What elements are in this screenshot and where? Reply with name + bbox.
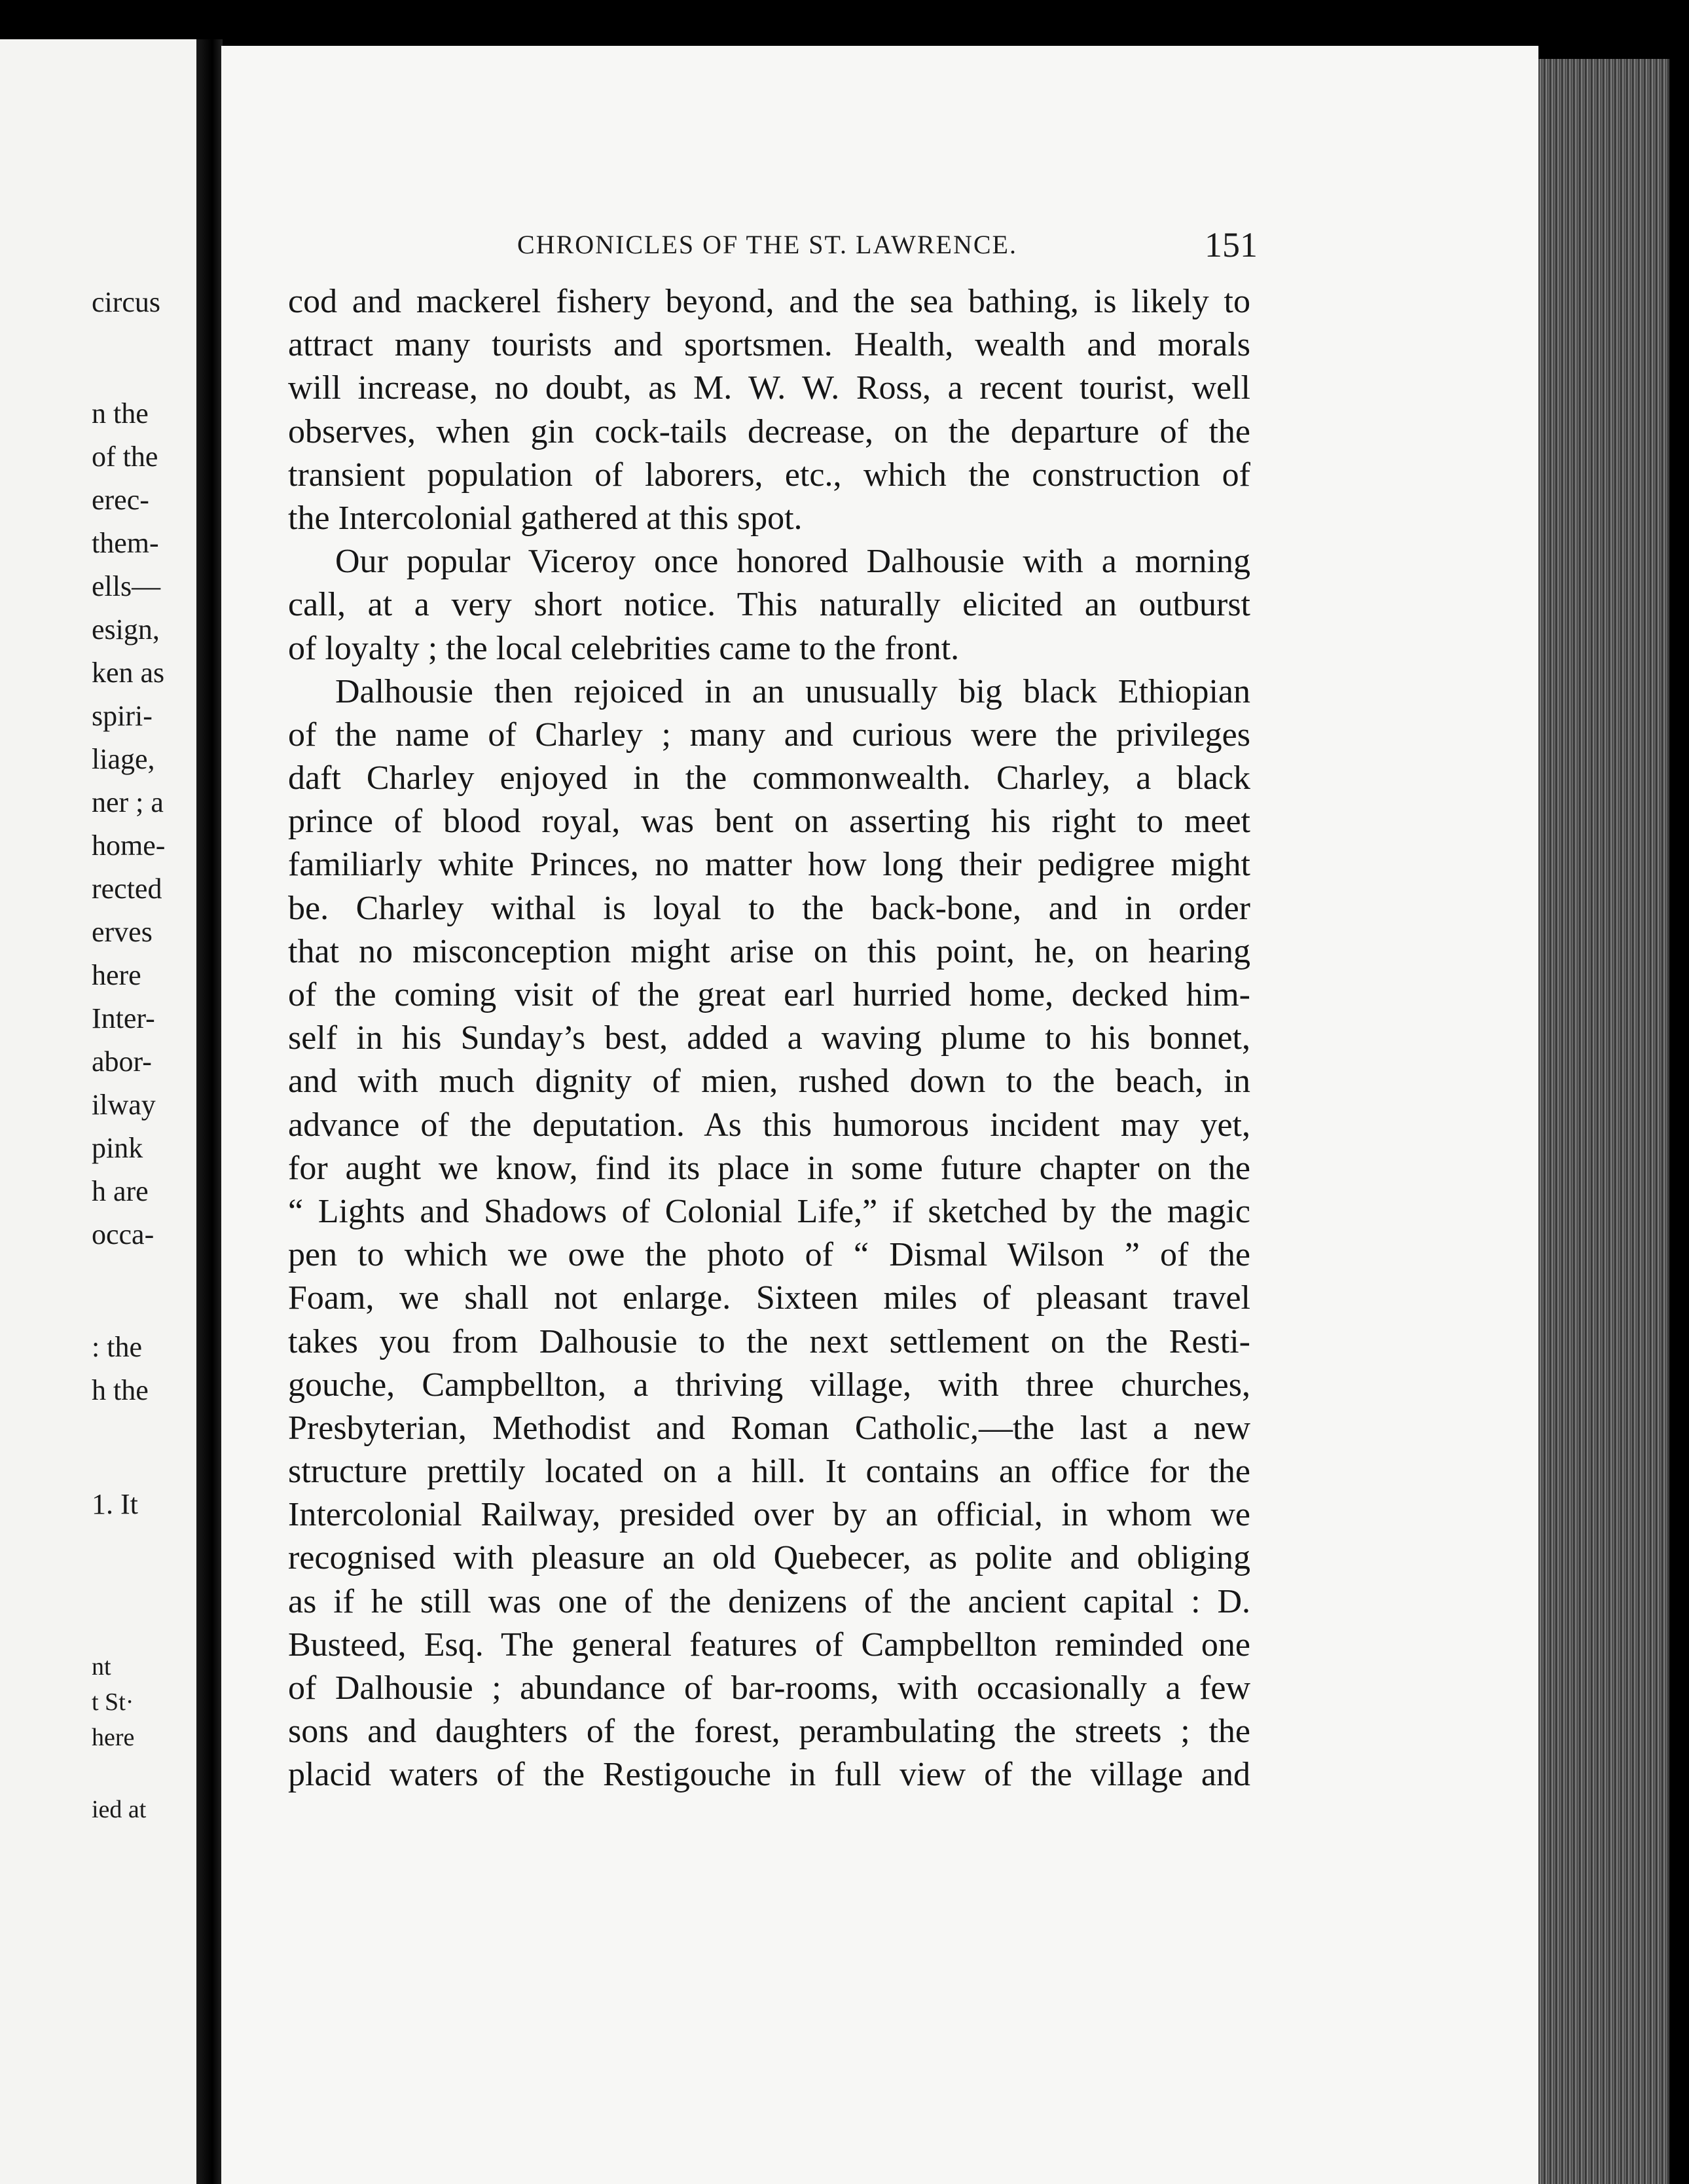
left-page-fragment: pink	[92, 1132, 143, 1164]
text-line: gouche, Campbellton, a thriving village, with three churches,	[288, 1366, 1250, 1404]
left-page-fragment: liage,	[92, 743, 155, 775]
left-page-fragment: occa-	[92, 1218, 154, 1250]
text-line: transient population of laborers, etc., which the construction of	[288, 456, 1250, 494]
left-page-fragment: h the	[92, 1374, 149, 1406]
text-line: that no misconception might arise on this point, he, on hearing	[288, 932, 1250, 970]
left-page-fragment: circus	[92, 286, 161, 318]
text-line: be. Charley withal is loyal to the back-bone, and in order	[288, 889, 1250, 927]
left-facing-page	[0, 39, 196, 2184]
left-page-fragment: ken as	[92, 657, 165, 689]
text-line: Intercolonial Railway, presided over by an official, in whom we	[288, 1496, 1250, 1534]
text-line: prince of blood royal, was bent on asserting his right to meet	[288, 803, 1250, 841]
left-page-fragment: esign,	[92, 613, 160, 646]
text-line: placid waters of the Restigouche in full view of the village and	[288, 1756, 1250, 1794]
text-line: takes you from Dalhousie to the next settlement on the Resti-	[288, 1322, 1250, 1360]
text-line: Dalhousie then rejoiced in an unusually big black Ethiopian	[335, 672, 1250, 710]
left-page-fragment: : the	[92, 1331, 142, 1363]
text-line: observes, when gin cock-tails decrease, on the departure of the	[288, 412, 1250, 450]
left-page-fragment: n the	[92, 397, 149, 429]
page-number: 151	[1205, 225, 1258, 264]
left-page-fragment: ied at	[92, 1796, 147, 1823]
text-line: of loyalty ; the local celebrities came to the front.	[288, 629, 960, 667]
left-page-fragment: spiri-	[92, 700, 153, 732]
left-page-fragment: rected	[92, 873, 162, 905]
text-line: familiarly white Princes, no matter how long their pedigree might	[288, 846, 1250, 884]
text-line: sons and daughters of the forest, perambulating the streets ; the	[288, 1713, 1250, 1751]
left-page-fragment: t St·	[92, 1688, 134, 1716]
text-line: daft Charley enjoyed in the commonwealth. Charley, a black	[288, 759, 1250, 797]
left-page-fragment: ilway	[92, 1089, 156, 1121]
left-page-fragment: nt	[92, 1653, 111, 1681]
text-line: Busteed, Esq. The general features of Campbellton reminded one	[288, 1626, 1250, 1664]
text-line: of Dalhousie ; abundance of bar-rooms, with occasionally a few	[288, 1669, 1250, 1707]
left-page-fragment: of the	[92, 441, 158, 473]
left-page-fragment: erves	[92, 916, 153, 948]
text-line: of the name of Charley ; many and curious were the privileges	[288, 716, 1250, 754]
book-gutter	[196, 39, 223, 2184]
text-line: self in his Sunday’s best, added a waving plume to his bonnet,	[288, 1019, 1250, 1057]
text-line: structure prettily located on a hill. It contains an office for the	[288, 1453, 1250, 1491]
left-page-fragment: here	[92, 1724, 135, 1751]
left-page-fragment: abor-	[92, 1046, 152, 1078]
text-line: Presbyterian, Methodist and Roman Catholic,—the last a new	[288, 1409, 1250, 1447]
text-line: the Intercolonial gathered at this spot.	[288, 499, 803, 537]
text-line: “ Lights and Shadows of Colonial Life,” if sketched by the magic	[288, 1192, 1250, 1230]
text-line: of the coming visit of the great earl hurried home, decked him-	[288, 976, 1250, 1013]
left-page-fragment: 1. It	[92, 1488, 138, 1520]
text-line: advance of the deputation. As this humorous incident may yet,	[288, 1106, 1250, 1144]
left-page-fragment: home-	[92, 829, 166, 862]
body-text	[288, 280, 1250, 1797]
left-page-fragment: ells—	[92, 570, 161, 602]
text-line: recognised with pleasure an old Quebecer, as polite and obliging	[288, 1539, 1250, 1577]
text-line: pen to which we owe the photo of “ Dismal Wilson ” of the	[288, 1236, 1250, 1274]
text-line: as if he still was one of the denizens of the ancient capital : D.	[288, 1582, 1250, 1620]
text-line: Foam, we shall not enlarge. Sixteen miles of pleasant travel	[288, 1279, 1250, 1317]
text-line: call, at a very short notice. This naturally elicited an outburst	[288, 586, 1250, 624]
left-page-fragment: them-	[92, 527, 159, 559]
text-line: attract many tourists and sportsmen. Health, wealth and morals	[288, 326, 1250, 364]
text-line: Our popular Viceroy once honored Dalhousie with a morning	[335, 543, 1250, 581]
page-edges	[1538, 59, 1669, 2184]
text-line: for aught we know, find its place in some future chapter on the	[288, 1149, 1250, 1187]
running-head: CHRONICLES OF THE ST. LAWRENCE.	[517, 230, 1017, 259]
left-page-fragment: Inter-	[92, 1002, 155, 1034]
text-line: cod and mackerel fishery beyond, and the sea bathing, is likely to	[288, 283, 1250, 320]
left-page-fragment: ner ; a	[92, 786, 164, 818]
left-page-fragment: h are	[92, 1175, 149, 1207]
left-page-fragment: here	[92, 959, 141, 991]
text-line: and with much dignity of mien, rushed down to the beach, in	[288, 1063, 1250, 1101]
left-page-fragment: erec-	[92, 484, 149, 516]
text-line: will increase, no doubt, as M. W. W. Ross, a recent tourist, well	[288, 369, 1250, 407]
